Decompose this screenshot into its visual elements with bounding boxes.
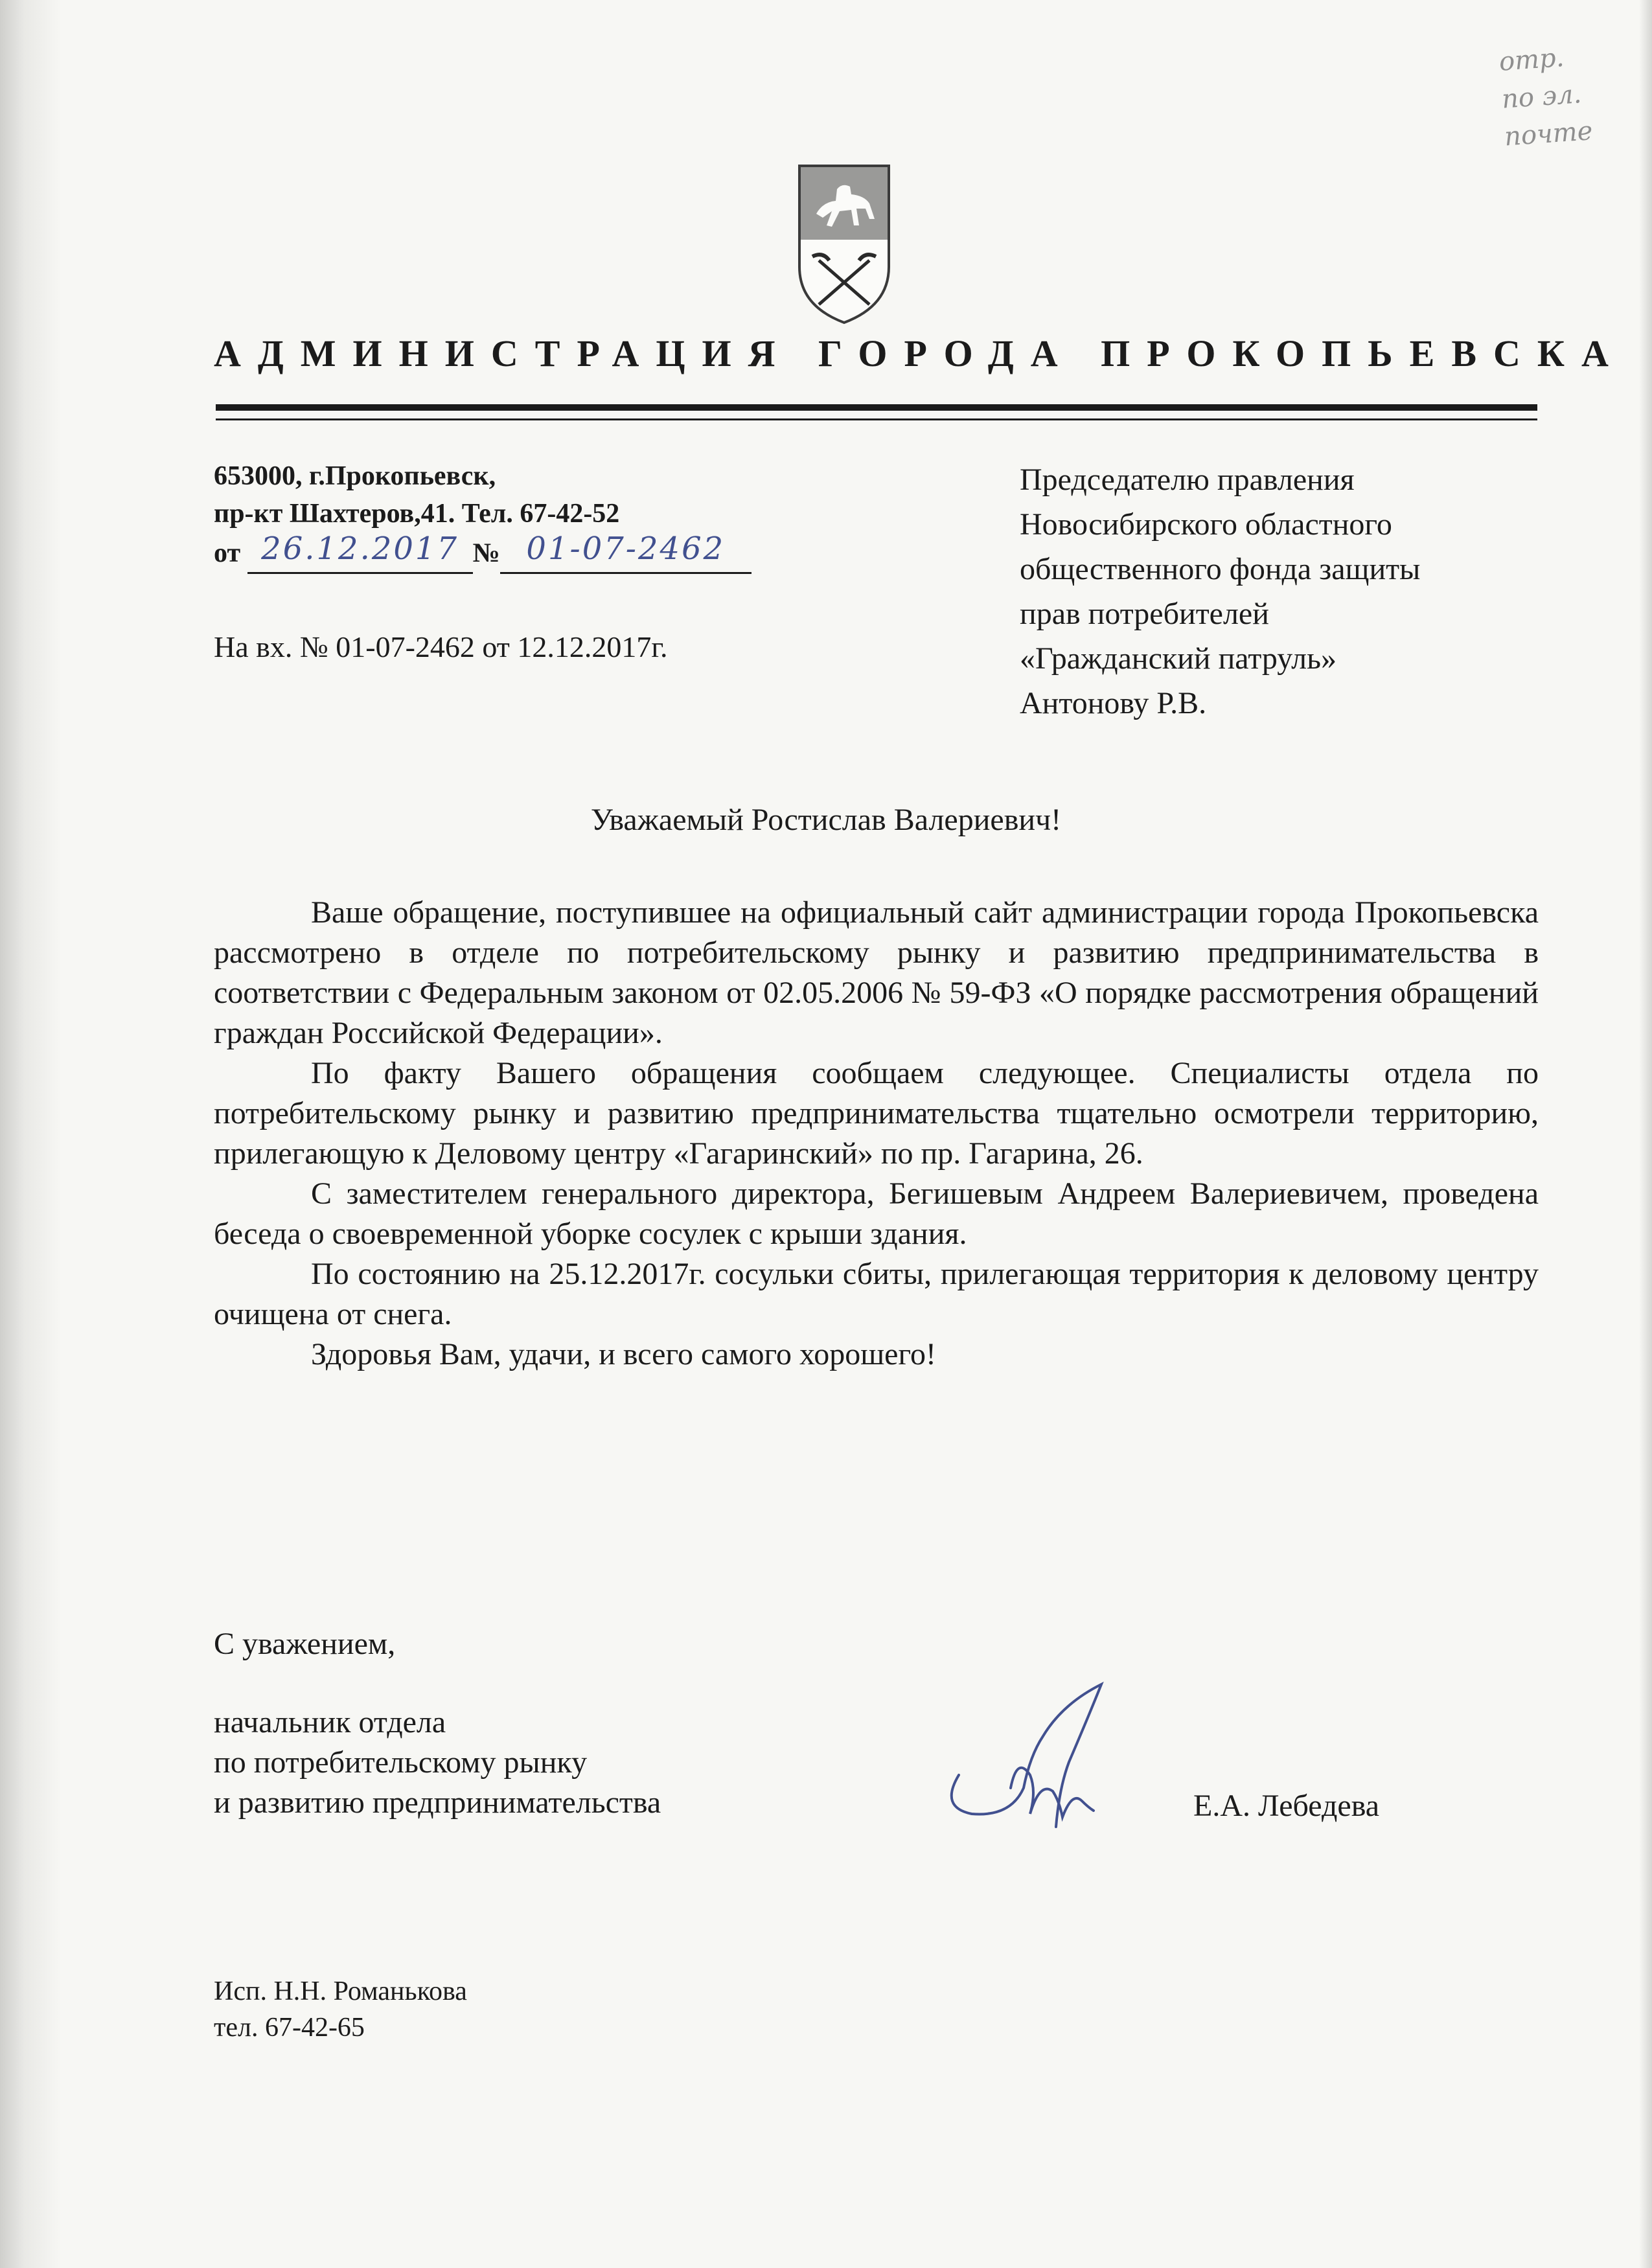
position-line: и развитию предпринимательства <box>214 1785 661 1820</box>
recipient-line: Новосибирского областного <box>1020 507 1392 542</box>
recipient-block <box>1020 457 1420 726</box>
body-paragraph: С заместителем генерального директора, Бегишевым Андреем Валериевичем, проведена беседа о своевременной уборке сосулек с крыши здания. <box>214 1176 1539 1251</box>
recipient-line: Председателю правления <box>1020 463 1355 497</box>
letterhead-rule-thin <box>216 418 1537 420</box>
signer-position <box>214 1702 661 1823</box>
sender-address-line: 653000, г.Прокопьевск, <box>214 461 496 491</box>
handwritten-date: 26.12.2017 <box>261 531 459 567</box>
sender-block <box>214 457 751 574</box>
signer-name: Е.А. Лебедева <box>1193 1789 1380 1823</box>
date-field <box>247 533 473 574</box>
body-paragraph: По состоянию на 25.12.2017г. сосульки сбиты, прилегающая территория к деловому центру очищена от снега. <box>214 1257 1539 1331</box>
scan-edge-left <box>0 0 62 2268</box>
salutation: Уважаемый Ростислав Валериевич! <box>590 803 1062 837</box>
executor-block <box>214 1973 467 2046</box>
handwritten-signature <box>933 1678 1127 1853</box>
margin-note-line: отр. <box>1498 42 1565 77</box>
position-line: начальник отдела <box>214 1705 446 1739</box>
recipient-line: «Гражданский патруль» <box>1020 641 1337 676</box>
scan-edge-right <box>1639 0 1652 2268</box>
letterhead-rule-thick <box>216 404 1537 411</box>
incoming-reference: На вх. № 01-07-2462 от 12.12.2017г. <box>214 630 668 663</box>
outgoing-date-number-line <box>214 533 751 574</box>
executor-name: Исп. Н.Н. Романькова <box>214 1976 467 2006</box>
recipient-line: Антонову Р.В. <box>1020 686 1207 720</box>
body-paragraph: Ваше обращение, поступившее на официальный сайт администрации города Прокопьевска рассмотрено в отделе по потребительскому рынку и развитию предпринимательства в соответствии с Федеральным законом от 02.05.2006 № 59-ФЗ «О порядке рассмотрения обращений граждан Российской Федерации». <box>214 895 1539 1050</box>
sender-address-line: пр-кт Шахтеров,41. Тел. 67-42-52 <box>214 499 620 529</box>
closing-phrase: С уважением, <box>214 1627 396 1661</box>
coat-of-arms-emblem <box>797 163 891 325</box>
number-prefix: № <box>472 538 500 568</box>
body-paragraph: Здоровья Вам, удачи, и всего самого хорошего! <box>311 1337 936 1371</box>
executor-phone: тел. 67-42-65 <box>214 2013 365 2043</box>
margin-note-line: по эл. <box>1500 79 1583 115</box>
letter-body <box>214 893 1539 1375</box>
recipient-line: общественного фонда защиты <box>1020 552 1421 586</box>
handwritten-number: 01-07-2462 <box>526 531 726 567</box>
margin-note <box>1498 37 1594 155</box>
recipient-line: прав потребителей <box>1020 597 1269 631</box>
position-line: по потребительскому рынку <box>214 1745 588 1780</box>
number-field <box>500 533 751 574</box>
margin-note-line: почте <box>1503 116 1594 152</box>
body-paragraph: По факту Вашего обращения сообщаем следующее. Специалисты отдела по потребительскому рынку и развитию предпринимательства тщательно осмотрели территорию, прилегающую к Деловому центру «Гагаринский» по пр. Гагарина, 26. <box>214 1056 1539 1171</box>
date-prefix: от <box>214 538 241 568</box>
letterhead-organization: АДМИНИСТРАЦИЯ ГОРОДА ПРОКОПЬЕВСКА <box>214 332 1625 374</box>
